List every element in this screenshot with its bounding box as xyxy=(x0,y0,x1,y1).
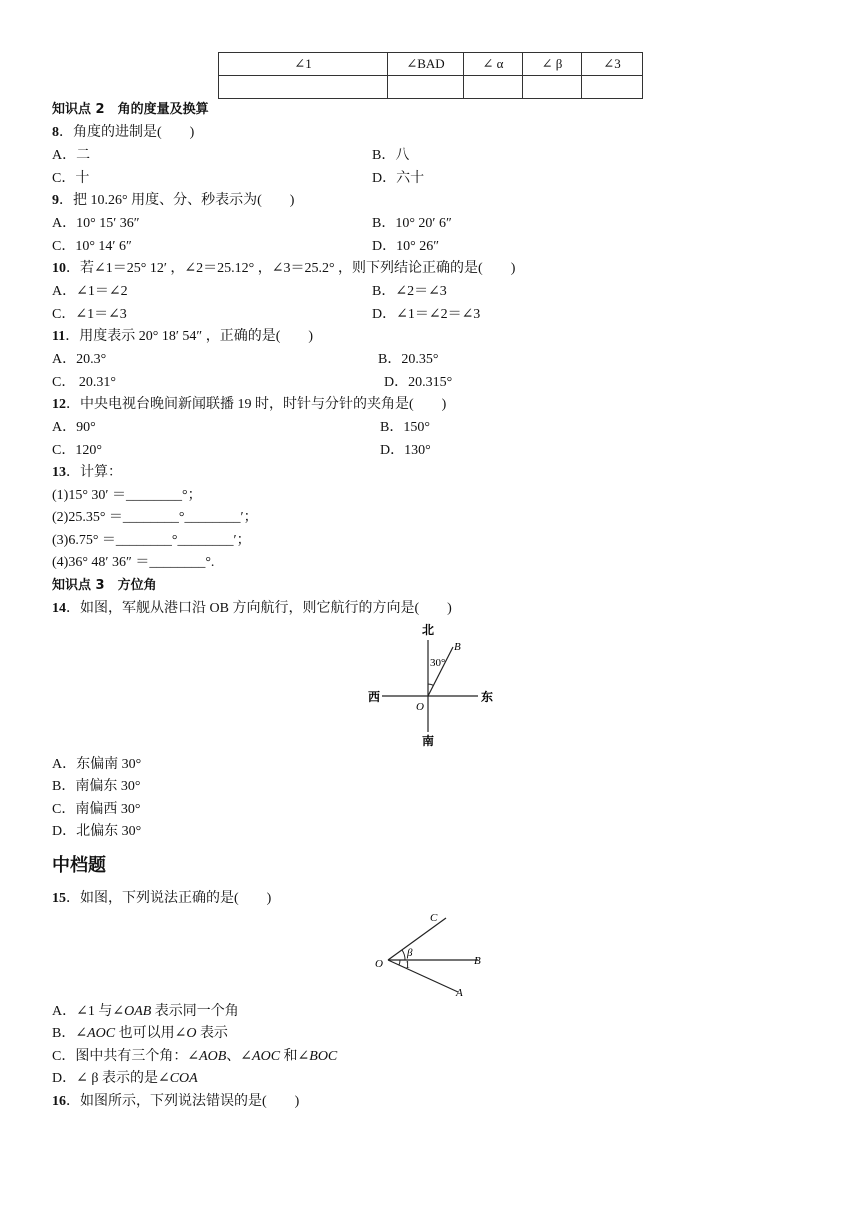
question-13: 13．计算： xyxy=(52,465,122,480)
question-8: 8．角度的进制是( ) xyxy=(52,125,195,140)
table-cell: ∠ β xyxy=(523,53,582,76)
option-b[interactable]: B．南偏东 30° xyxy=(52,779,141,794)
option-d[interactable]: D．10° 26″ xyxy=(372,239,440,254)
section-title: 知识点 2 角的度量及换算 xyxy=(52,102,209,117)
option-a[interactable]: A．90° xyxy=(52,420,96,435)
option-a[interactable]: A．10° 15′ 36″ xyxy=(52,216,140,231)
east-label: 东 xyxy=(481,690,494,704)
ray-oc xyxy=(388,918,446,960)
point-a-label: A xyxy=(456,987,463,999)
option-b[interactable]: B．八 xyxy=(372,148,410,163)
calc-line-1[interactable]: (1)15° 30′ ＝________°； xyxy=(52,488,202,503)
option-c[interactable]: C．10° 14′ 6″ xyxy=(52,239,132,254)
option-b[interactable]: B．∠AOC 也可以用∠O 表示 xyxy=(52,1026,228,1041)
option-b[interactable]: B．10° 20′ 6″ xyxy=(372,216,452,231)
angle-beta-arc xyxy=(402,950,405,960)
answer-cell[interactable] xyxy=(219,76,388,99)
option-d[interactable]: D．130° xyxy=(380,443,431,458)
ray-oa xyxy=(388,960,458,992)
compass-figure xyxy=(360,620,505,750)
option-c[interactable]: C．南偏西 30° xyxy=(52,802,141,817)
option-d[interactable]: D．20.315° xyxy=(384,375,453,390)
angle-1-arc xyxy=(399,960,400,965)
option-c[interactable]: C．120° xyxy=(52,443,102,458)
table-cell: ∠3 xyxy=(582,53,643,76)
option-c[interactable]: C．图中共有三个角：∠AOB、∠AOC 和∠BOC xyxy=(52,1049,338,1064)
option-d[interactable]: D．六十 xyxy=(372,171,425,186)
calc-line-3[interactable]: (3)6.75° ＝________°________′； xyxy=(52,533,251,548)
question-15: 15．如图，下列说法正确的是( ) xyxy=(52,891,272,906)
option-d[interactable]: D．∠ β 表示的是∠COA xyxy=(52,1071,198,1086)
beta-label: β xyxy=(407,947,413,959)
angle-figure xyxy=(368,908,498,1003)
answer-cell[interactable] xyxy=(582,76,643,99)
question-11: 11．用度表示 20° 18′ 54″ ，正确的是( ) xyxy=(52,329,314,344)
table-header-row xyxy=(219,53,643,76)
option-a[interactable]: A．东偏南 30° xyxy=(52,757,142,772)
answer-cell[interactable] xyxy=(388,76,464,99)
question-9: 9．把 10.26° 用度、分、秒表示为( ) xyxy=(52,193,295,208)
question-12: 12．中央电视台晚间新闻联播 19 时，时针与分针的夹角是( ) xyxy=(52,397,447,412)
option-a[interactable]: A．二 xyxy=(52,148,91,163)
point-b-label: B xyxy=(454,641,461,653)
option-c[interactable]: C．十 xyxy=(52,171,90,186)
option-a[interactable]: A．∠1＝∠2 xyxy=(52,284,128,299)
ray-ob xyxy=(428,647,453,696)
option-c[interactable]: C．∠1＝∠3 xyxy=(52,307,127,322)
calc-line-2[interactable]: (2)25.35° ＝________°________′； xyxy=(52,510,258,525)
question-10: 10．若∠1＝25° 12′ ，∠2＝25.12° ，∠3＝25.2° ，则下列结论正确的是( ) xyxy=(52,261,516,276)
south-label: 南 xyxy=(422,734,435,748)
option-a[interactable]: A．20.3° xyxy=(52,352,107,367)
question-16: 16．如图所示，下列说法错误的是( ) xyxy=(52,1094,300,1109)
point-c-label: C xyxy=(430,912,438,924)
option-d[interactable]: D．北偏东 30° xyxy=(52,824,142,839)
north-label: 北 xyxy=(422,623,435,637)
angle-label: 30° xyxy=(430,657,446,669)
question-14: 14．如图，军舰从港口沿 OB 方向航行，则它航行的方向是( ) xyxy=(52,601,452,616)
angle-arc xyxy=(428,684,433,685)
option-a[interactable]: A．∠1 与∠OAB 表示同一个角 xyxy=(52,1004,239,1019)
option-d[interactable]: D．∠1＝∠2＝∠3 xyxy=(372,307,481,322)
point-o-label: O xyxy=(375,958,383,970)
west-label: 西 xyxy=(368,690,381,704)
angle-1-label: 1 xyxy=(405,960,410,971)
option-b[interactable]: B．150° xyxy=(380,420,430,435)
difficulty-heading: 中档题 xyxy=(52,855,106,876)
option-c[interactable]: C． 20.31° xyxy=(52,375,116,390)
calc-line-4[interactable]: (4)36° 48′ 36″ ＝________°. xyxy=(52,555,215,570)
table-cell: ∠1 xyxy=(219,53,388,76)
point-b-label: B xyxy=(474,955,481,967)
table-cell: ∠BAD xyxy=(388,53,464,76)
answer-cell[interactable] xyxy=(464,76,523,99)
point-o-label: O xyxy=(416,701,424,713)
angle-table xyxy=(218,52,643,99)
option-b[interactable]: B．∠2＝∠3 xyxy=(372,284,447,299)
section-title: 知识点 3 方位角 xyxy=(52,578,157,593)
table-cell: ∠ α xyxy=(464,53,523,76)
option-b[interactable]: B．20.35° xyxy=(378,352,439,367)
table-answer-row xyxy=(219,76,643,99)
answer-cell[interactable] xyxy=(523,76,582,99)
